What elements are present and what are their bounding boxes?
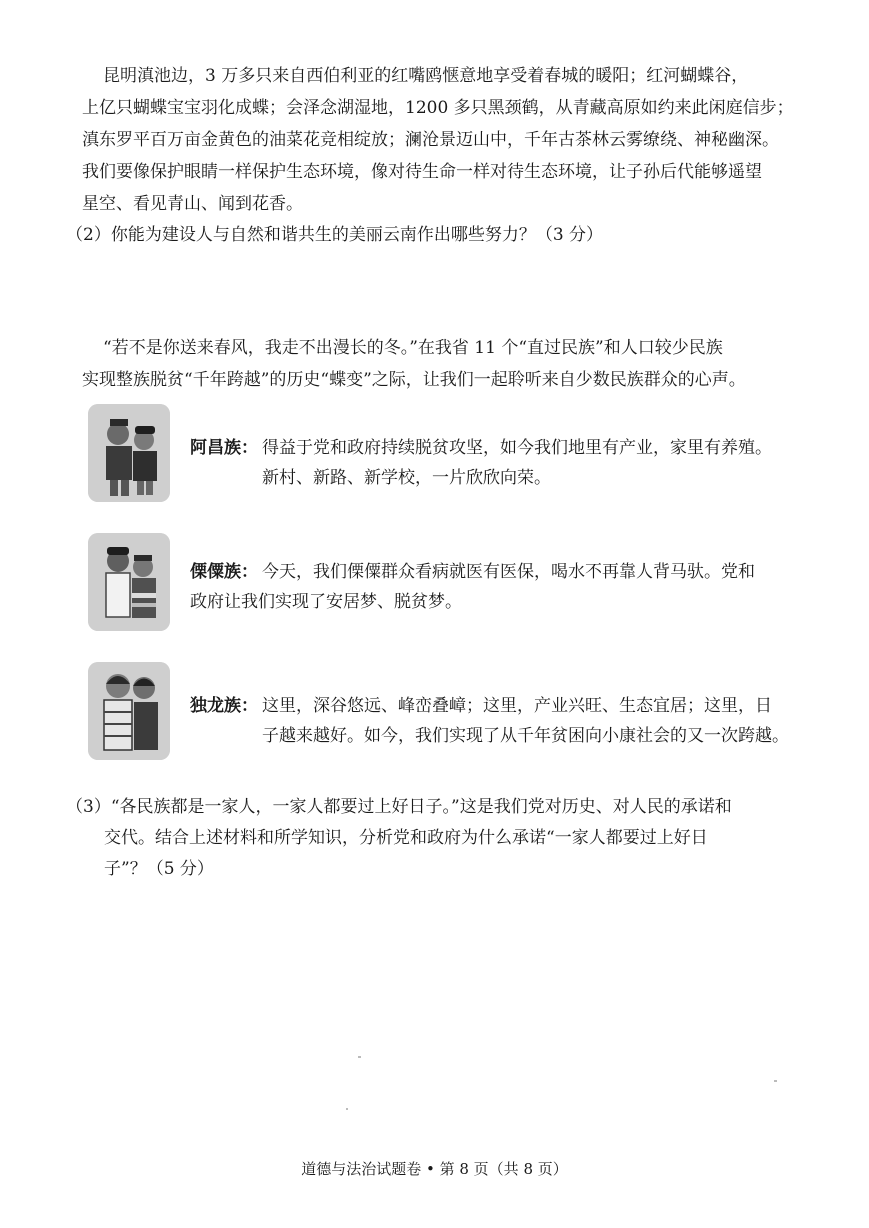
- achang-line-1: 得益于党和政府持续脱贫攻坚，如今我们地里有产业，家里有养殖。: [262, 438, 772, 458]
- paragraph1-line-3: 滇东罗平百万亩金黄色的油菜花竞相绽放；澜沧景迈山中，千年古茶林云雾缭绕、神秘幽深。: [82, 130, 779, 150]
- scan-speck: [774, 1080, 777, 1082]
- scan-speck: [358, 1056, 361, 1058]
- lisu-line-2: 政府让我们实现了安居梦、脱贫梦。: [190, 592, 462, 612]
- lisu-name: 傈僳族：: [190, 562, 258, 582]
- paragraph1-line-5: 星空、看见青山、闻到花香。: [82, 194, 303, 214]
- achang-line-2: 新村、新路、新学校，一片欣欣向荣。: [262, 468, 551, 488]
- achang-portrait-image: [88, 404, 170, 502]
- question-3-line-2: 交代。结合上述材料和所学知识，分析党和政府为什么承诺“一家人都要过上好日: [104, 828, 708, 848]
- dulong-line-1: 这里，深谷悠远、峰峦叠嶂；这里，产业兴旺、生态宜居；这里，日: [262, 696, 772, 716]
- paragraph2-line-2: 实现整族脱贫“千年跨越”的历史“蝶变”之际，让我们一起聆听来自少数民族群众的心声。: [82, 370, 746, 390]
- paragraph1-line-2: 上亿只蝴蝶宝宝羽化成蝶；会泽念湖湿地，1200 多只黑颈鹤，从青藏高原如约来此闲庭信步；: [82, 98, 794, 118]
- question-3-line-3: 子”？（5 分）: [104, 859, 214, 879]
- achang-name: 阿昌族：: [190, 438, 258, 458]
- dulong-name: 独龙族：: [190, 696, 258, 716]
- scan-speck: [346, 1108, 348, 1110]
- dulong-line-2: 子越来越好。如今，我们实现了从千年贫困向小康社会的又一次跨越。: [262, 726, 789, 746]
- page-footer: 道德与法治试题卷 • 第 8 页（共 8 页）: [301, 1160, 568, 1178]
- dulong-portrait-image: [88, 662, 170, 760]
- question-2: （2）你能为建设人与自然和谐共生的美丽云南作出哪些努力？（3 分）: [66, 225, 604, 245]
- lisu-portrait-image: [88, 533, 170, 631]
- lisu-line-1: 今天，我们傈僳群众看病就医有医保，喝水不再靠人背马驮。党和: [262, 562, 755, 582]
- question-3-line-1: （3）“各民族都是一家人，一家人都要过上好日子。”这是我们党对历史、对人民的承诺和: [66, 797, 732, 817]
- paragraph1-line-1: 昆明滇池边，3 万多只来自西伯利亚的红嘴鸥惬意地享受着春城的暖阳；红河蝴蝶谷，: [103, 66, 749, 86]
- paragraph2-line-1: “若不是你送来春风，我走不出漫长的冬。”在我省 11 个“直过民族”和人口较少民族: [103, 338, 723, 358]
- paragraph1-line-4: 我们要像保护眼睛一样保护生态环境，像对待生命一样对待生态环境，让子孙后代能够遥望: [82, 162, 762, 182]
